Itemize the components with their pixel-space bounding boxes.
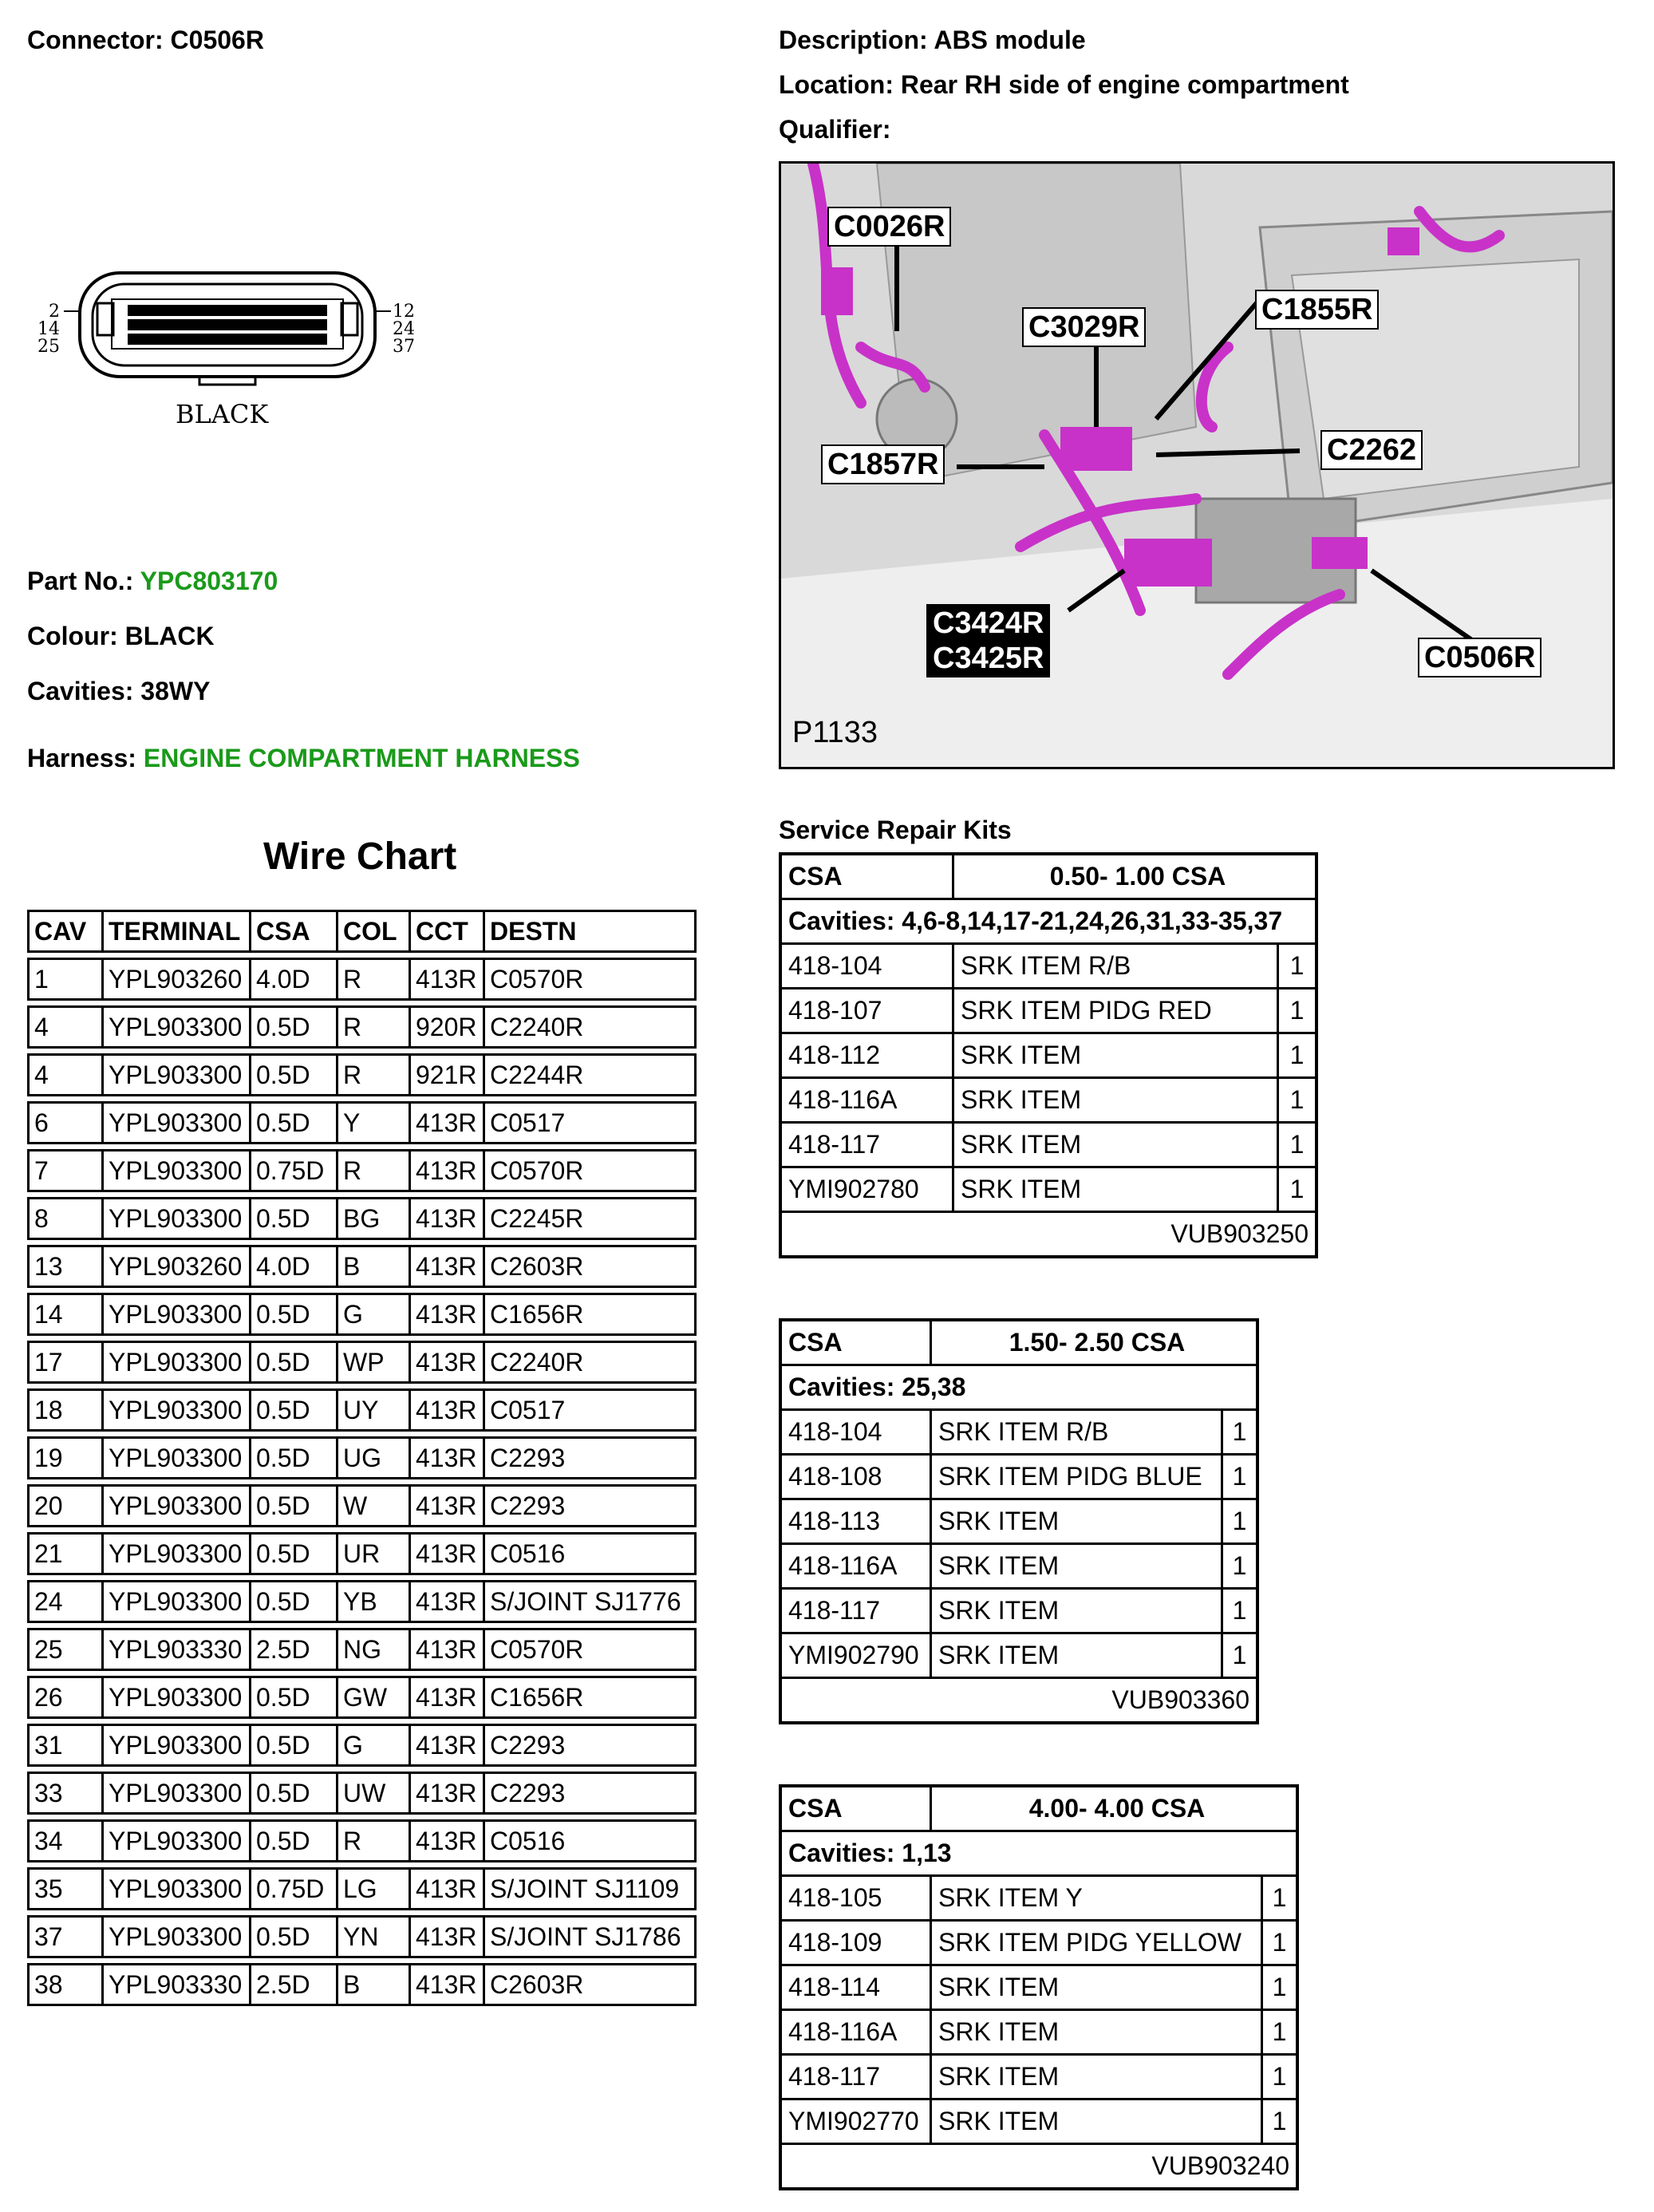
table-cell: R (338, 1149, 411, 1192)
kit-header-row (782, 1787, 1296, 1832)
table-cell: C0516 (485, 1819, 697, 1862)
kit-item-description: SRK ITEM (961, 1130, 1082, 1159)
table-cell: C2245R (485, 1197, 697, 1240)
table-cell: 413R (411, 1580, 485, 1623)
kit-part-number: 418-117 (782, 1124, 954, 1166)
table-cell: UY (338, 1388, 411, 1432)
kit-item-row (782, 1079, 1315, 1124)
kit-code: VUB903250 (1170, 1219, 1309, 1248)
table-cell: S/JOINT SJ1776 (485, 1580, 697, 1623)
table-cell: 38 (27, 1963, 104, 2006)
repair-kit-table (779, 1318, 1259, 1724)
kit-item-quantity: 1 (1261, 2056, 1296, 2098)
table-row (27, 1676, 697, 1719)
kit-csa-label: CSA (782, 855, 954, 898)
kit-part-number: 418-112 (782, 1034, 954, 1076)
table-cell: 413R (411, 1819, 485, 1862)
table-row (27, 1819, 697, 1862)
table-row (27, 1053, 697, 1096)
wire-chart-header-row (27, 910, 697, 953)
table-row (27, 1245, 697, 1288)
harness-label: Harness: (27, 744, 136, 772)
kit-part-number: 418-117 (782, 2056, 932, 2098)
table-row (27, 1867, 697, 1910)
table-cell: C0517 (485, 1101, 697, 1144)
wire-chart-title: Wire Chart (263, 835, 457, 878)
kit-item-description: SRK ITEM (961, 1175, 1082, 1203)
table-cell: YPL903330 (104, 1963, 251, 2006)
qualifier: Qualifier: (779, 115, 891, 144)
pin-label: 24 (393, 319, 415, 339)
kit-item-quantity: 1 (1277, 1034, 1315, 1076)
pin-label: 14 (38, 319, 60, 339)
table-cell: 413R (411, 1197, 485, 1240)
col-cct: CCT (411, 910, 485, 953)
table-cell: 413R (411, 1149, 485, 1192)
table-cell: 24 (27, 1580, 104, 1623)
kit-item-description: SRK ITEM (938, 1596, 1060, 1625)
kit-item-quantity: 1 (1261, 1877, 1296, 1919)
table-cell: C0570R (485, 1149, 697, 1192)
table-cell: 0.5D (251, 1101, 338, 1144)
table-cell: YPL903300 (104, 1341, 251, 1384)
table-cell: R (338, 1053, 411, 1096)
table-row (27, 1628, 697, 1671)
kit-item-row (782, 2100, 1296, 2145)
kit-part-number: 418-117 (782, 1590, 932, 1632)
kit-item-description: SRK ITEM (938, 2107, 1060, 2135)
kit-item-row (782, 1456, 1256, 1500)
table-cell: 0.5D (251, 1484, 338, 1527)
table-row (27, 1149, 697, 1192)
kit-code-row (782, 2145, 1296, 2187)
table-row (27, 1293, 697, 1336)
kit-item-quantity: 1 (1221, 1411, 1256, 1453)
table-cell: YPL903300 (104, 1580, 251, 1623)
kit-item-quantity: 1 (1261, 1922, 1296, 1964)
table-cell: YN (338, 1915, 411, 1958)
table-cell: 0.75D (251, 1867, 338, 1910)
table-cell: 920R (411, 1005, 485, 1049)
kit-item-description: SRK ITEM (938, 1507, 1060, 1535)
kit-item-row (782, 989, 1315, 1034)
kit-item-row (782, 1034, 1315, 1079)
kit-item-row (782, 2011, 1296, 2056)
table-cell: 4.0D (251, 1245, 338, 1288)
table-cell: YPL903300 (104, 1101, 251, 1144)
kit-item-description: SRK ITEM Y (938, 1883, 1083, 1912)
kit-csa-label: CSA (782, 1787, 932, 1830)
kit-csa-range: 4.00- 4.00 CSA (1028, 1794, 1206, 1823)
table-cell: 20 (27, 1484, 104, 1527)
table-cell: 413R (411, 1484, 485, 1527)
table-cell: 0.5D (251, 1341, 338, 1384)
kit-item-row (782, 1877, 1296, 1922)
table-cell: 13 (27, 1245, 104, 1288)
table-cell: 1 (27, 958, 104, 1001)
table-cell: 0.5D (251, 1915, 338, 1958)
table-cell: 19 (27, 1436, 104, 1479)
kit-item-quantity: 1 (1261, 2011, 1296, 2053)
table-row (27, 958, 697, 1001)
kit-item-row (782, 945, 1315, 989)
table-cell: YPL903300 (104, 1436, 251, 1479)
table-cell: 413R (411, 1915, 485, 1958)
table-cell: YPL903300 (104, 1772, 251, 1815)
table-cell: YPL903300 (104, 1053, 251, 1096)
connector-colour-text: BLACK (176, 399, 269, 429)
table-cell: YPL903300 (104, 1484, 251, 1527)
pin-label: 2 (49, 302, 60, 322)
kit-item-row (782, 1590, 1256, 1634)
kit-part-number: 418-113 (782, 1500, 932, 1542)
callout-c0026r: C0026R (827, 207, 951, 247)
left-pin-labels (36, 303, 60, 356)
kit-csa-label: CSA (782, 1321, 932, 1364)
kit-header-row (782, 1321, 1256, 1366)
col-destn: DESTN (485, 910, 697, 953)
pin-label: 37 (393, 337, 415, 357)
kit-item-quantity: 1 (1221, 1500, 1256, 1542)
table-row (27, 1580, 697, 1623)
description: Description: ABS module (779, 26, 1086, 54)
kit-code: VUB903240 (1151, 2151, 1289, 2180)
table-cell: Y (338, 1101, 411, 1144)
table-cell: YB (338, 1580, 411, 1623)
table-cell: B (338, 1245, 411, 1288)
table-cell: C0570R (485, 958, 697, 1001)
part-number-label: Part No.: (27, 567, 134, 595)
kit-cavities-row (782, 1366, 1256, 1411)
callout-c3424r: C3424R (933, 606, 1044, 640)
table-row (27, 1772, 697, 1815)
table-cell: YPL903300 (104, 1915, 251, 1958)
table-cell: 413R (411, 1724, 485, 1767)
kit-item-quantity: 1 (1221, 1634, 1256, 1677)
table-cell: 413R (411, 1341, 485, 1384)
kit-part-number: 418-104 (782, 945, 954, 987)
right-pin-labels (393, 303, 415, 356)
table-cell: 0.5D (251, 1724, 338, 1767)
photo-ref: P1133 (788, 714, 882, 751)
table-cell: 921R (411, 1053, 485, 1096)
table-cell: 413R (411, 1772, 485, 1815)
table-cell: 14 (27, 1293, 104, 1336)
col-cav: CAV (27, 910, 104, 953)
kit-code: VUB903360 (1111, 1685, 1249, 1714)
connector-diagram (32, 263, 431, 439)
table-cell: UR (338, 1532, 411, 1575)
table-cell: YPL903300 (104, 1676, 251, 1719)
service-repair-kits-title: Service Repair Kits (779, 816, 1012, 844)
kit-item-description: SRK ITEM PIDG BLUE (938, 1462, 1202, 1491)
kit-part-number: 418-107 (782, 989, 954, 1032)
location: Location: Rear RH side of engine compartment (779, 70, 1349, 99)
table-cell: 0.5D (251, 1293, 338, 1336)
part-number-value: YPC803170 (140, 567, 278, 595)
table-cell: R (338, 1005, 411, 1049)
table-cell: 0.5D (251, 1388, 338, 1432)
table-cell: 0.5D (251, 1772, 338, 1815)
kit-item-row (782, 1411, 1256, 1456)
kit-item-quantity: 1 (1277, 1124, 1315, 1166)
table-cell: 4 (27, 1053, 104, 1096)
kit-item-description: SRK ITEM (938, 2017, 1060, 2046)
callout-c1857r: C1857R (821, 444, 945, 484)
kit-item-row (782, 1966, 1296, 2011)
table-cell: 26 (27, 1676, 104, 1719)
table-cell: B (338, 1963, 411, 2006)
table-cell: C2293 (485, 1724, 697, 1767)
table-cell: 0.5D (251, 1436, 338, 1479)
table-row (27, 1101, 697, 1144)
kit-item-row (782, 1634, 1256, 1679)
table-cell: LG (338, 1867, 411, 1910)
table-cell: S/JOINT SJ1109 (485, 1867, 697, 1910)
table-cell: 413R (411, 1436, 485, 1479)
table-cell: C2244R (485, 1053, 697, 1096)
kit-item-description: SRK ITEM R/B (961, 951, 1131, 980)
table-cell: 4.0D (251, 958, 338, 1001)
table-cell: YPL903300 (104, 1867, 251, 1910)
table-cell: GW (338, 1676, 411, 1719)
table-cell: 31 (27, 1724, 104, 1767)
table-cell: 0.5D (251, 1819, 338, 1862)
wire-chart-table (27, 905, 697, 2011)
kit-cavities-row (782, 1832, 1296, 1877)
kit-part-number: 418-116A (782, 1079, 954, 1121)
kit-item-row (782, 1500, 1256, 1545)
kit-item-description: SRK ITEM R/B (938, 1417, 1109, 1446)
table-cell: C1656R (485, 1676, 697, 1719)
pin-label: 25 (38, 337, 60, 357)
table-cell: 4 (27, 1005, 104, 1049)
table-cell: G (338, 1293, 411, 1336)
table-cell: YPL903260 (104, 1245, 251, 1288)
table-row (27, 1341, 697, 1384)
kit-item-quantity: 1 (1221, 1545, 1256, 1587)
col-csa: CSA (251, 910, 338, 953)
kit-item-description: SRK ITEM PIDG RED (961, 996, 1212, 1025)
repair-kit-table (779, 852, 1318, 1258)
table-cell: YPL903300 (104, 1197, 251, 1240)
kit-item-description: SRK ITEM PIDG YELLOW (938, 1928, 1241, 1957)
table-row (27, 1005, 697, 1049)
kit-item-row (782, 1124, 1315, 1168)
table-row (27, 1388, 697, 1432)
table-cell: BG (338, 1197, 411, 1240)
kit-item-description: SRK ITEM (961, 1085, 1082, 1114)
repair-kit-table (779, 1784, 1299, 2190)
kit-item-quantity: 1 (1261, 2100, 1296, 2143)
connector-title: Connector: C0506R (27, 26, 264, 54)
table-cell: YPL903300 (104, 1724, 251, 1767)
table-cell: 2.5D (251, 1963, 338, 2006)
table-cell: YPL903330 (104, 1628, 251, 1671)
table-row (27, 1963, 697, 2006)
kit-cavities: Cavities: 25,38 (788, 1373, 966, 1401)
cavities: Cavities: 38WY (27, 677, 211, 705)
table-cell: 0.75D (251, 1149, 338, 1192)
table-cell: R (338, 1819, 411, 1862)
kit-part-number: 418-116A (782, 2011, 932, 2053)
table-cell: S/JOINT SJ1786 (485, 1915, 697, 1958)
kit-part-number: 418-114 (782, 1966, 932, 2009)
callout-c3029r: C3029R (1022, 307, 1146, 347)
table-cell: 33 (27, 1772, 104, 1815)
kit-code-row (782, 1679, 1256, 1721)
table-cell: 0.5D (251, 1532, 338, 1575)
table-cell: 25 (27, 1628, 104, 1671)
table-cell: C2293 (485, 1772, 697, 1815)
table-cell: WP (338, 1341, 411, 1384)
kit-item-quantity: 1 (1277, 1168, 1315, 1211)
kit-part-number: 418-116A (782, 1545, 932, 1587)
table-cell: 0.5D (251, 1053, 338, 1096)
table-cell: 413R (411, 1293, 485, 1336)
col-terminal: TERMINAL (104, 910, 251, 953)
table-cell: 413R (411, 1388, 485, 1432)
table-cell: 413R (411, 1245, 485, 1288)
kit-header-row (782, 855, 1315, 900)
harness (27, 744, 580, 773)
table-cell: 37 (27, 1915, 104, 1958)
table-row (27, 1436, 697, 1479)
colour: Colour: BLACK (27, 622, 215, 650)
table-cell: YPL903300 (104, 1005, 251, 1049)
kit-part-number: YMI902790 (782, 1634, 932, 1677)
part-number (27, 567, 278, 596)
table-cell: 0.5D (251, 1197, 338, 1240)
table-row (27, 1484, 697, 1527)
table-cell: W (338, 1484, 411, 1527)
kit-part-number: YMI902780 (782, 1168, 954, 1211)
table-cell: 413R (411, 1532, 485, 1575)
callout-c3424r-c3425r (926, 604, 1050, 677)
kit-item-quantity: 1 (1277, 1079, 1315, 1121)
location-photo (779, 161, 1615, 769)
table-cell: 8 (27, 1197, 104, 1240)
callout-c3425r: C3425R (933, 642, 1044, 675)
harness-value: ENGINE COMPARTMENT HARNESS (143, 744, 580, 772)
table-cell: 413R (411, 958, 485, 1001)
table-cell: YPL903260 (104, 958, 251, 1001)
table-cell: YPL903300 (104, 1388, 251, 1432)
table-cell: NG (338, 1628, 411, 1671)
table-cell: 2.5D (251, 1628, 338, 1671)
table-row (27, 1724, 697, 1767)
kit-item-row (782, 2056, 1296, 2100)
pin-label: 12 (393, 302, 415, 322)
col-col: COL (338, 910, 411, 953)
table-cell: YPL903300 (104, 1819, 251, 1862)
table-cell: 413R (411, 1628, 485, 1671)
table-cell: 0.5D (251, 1580, 338, 1623)
kit-item-quantity: 1 (1277, 989, 1315, 1032)
table-cell: C0517 (485, 1388, 697, 1432)
table-cell: UW (338, 1772, 411, 1815)
table-row (27, 1915, 697, 1958)
table-cell: YPL903300 (104, 1149, 251, 1192)
table-cell: YPL903300 (104, 1293, 251, 1336)
table-cell: 21 (27, 1532, 104, 1575)
table-cell: C2603R (485, 1963, 697, 2006)
kit-item-quantity: 1 (1277, 945, 1315, 987)
table-cell: 413R (411, 1676, 485, 1719)
kit-item-quantity: 1 (1221, 1590, 1256, 1632)
table-cell: 17 (27, 1341, 104, 1384)
table-cell: C1656R (485, 1293, 697, 1336)
table-cell: C0570R (485, 1628, 697, 1671)
kit-csa-range: 0.50- 1.00 CSA (1049, 862, 1226, 891)
kit-part-number: 418-108 (782, 1456, 932, 1498)
table-cell: C2603R (485, 1245, 697, 1288)
table-cell: C2293 (485, 1484, 697, 1527)
table-cell: C2240R (485, 1341, 697, 1384)
callout-c0506r: C0506R (1418, 638, 1541, 677)
kit-item-row (782, 1922, 1296, 1966)
kit-item-row (782, 1545, 1256, 1590)
kit-item-description: SRK ITEM (938, 1973, 1060, 2001)
kit-item-description: SRK ITEM (938, 1641, 1060, 1669)
table-cell: 413R (411, 1101, 485, 1144)
kit-cavities-row (782, 900, 1315, 945)
table-cell: UG (338, 1436, 411, 1479)
table-cell: 7 (27, 1149, 104, 1192)
kit-item-description: SRK ITEM (938, 2062, 1060, 2091)
kit-part-number: 418-104 (782, 1411, 932, 1453)
table-cell: 6 (27, 1101, 104, 1144)
table-cell: 35 (27, 1867, 104, 1910)
table-cell: 413R (411, 1963, 485, 2006)
table-cell: 34 (27, 1819, 104, 1862)
kit-part-number: 418-105 (782, 1877, 932, 1919)
kit-code-row (782, 1213, 1315, 1255)
kit-part-number: 418-109 (782, 1922, 932, 1964)
kit-cavities: Cavities: 4,6-8,14,17-21,24,26,31,33-35,37 (788, 907, 1283, 935)
kit-item-quantity: 1 (1221, 1456, 1256, 1498)
table-row (27, 1532, 697, 1575)
callout-c2262: C2262 (1320, 430, 1423, 470)
kit-item-row (782, 1168, 1315, 1213)
kit-item-description: SRK ITEM (961, 1041, 1082, 1069)
kit-part-number: YMI902770 (782, 2100, 932, 2143)
kit-cavities: Cavities: 1,13 (788, 1839, 952, 1867)
table-row (27, 1197, 697, 1240)
kit-item-description: SRK ITEM (938, 1551, 1060, 1580)
table-cell: G (338, 1724, 411, 1767)
callout-c1855r: C1855R (1255, 290, 1379, 330)
table-cell: 0.5D (251, 1005, 338, 1049)
table-cell: 0.5D (251, 1676, 338, 1719)
table-cell: C2240R (485, 1005, 697, 1049)
table-cell: 18 (27, 1388, 104, 1432)
kit-csa-range: 1.50- 2.50 CSA (1009, 1328, 1186, 1357)
table-cell: 413R (411, 1867, 485, 1910)
table-cell: YPL903300 (104, 1532, 251, 1575)
table-cell: R (338, 958, 411, 1001)
table-cell: C2293 (485, 1436, 697, 1479)
kit-item-quantity: 1 (1261, 1966, 1296, 2009)
table-cell: C0516 (485, 1532, 697, 1575)
